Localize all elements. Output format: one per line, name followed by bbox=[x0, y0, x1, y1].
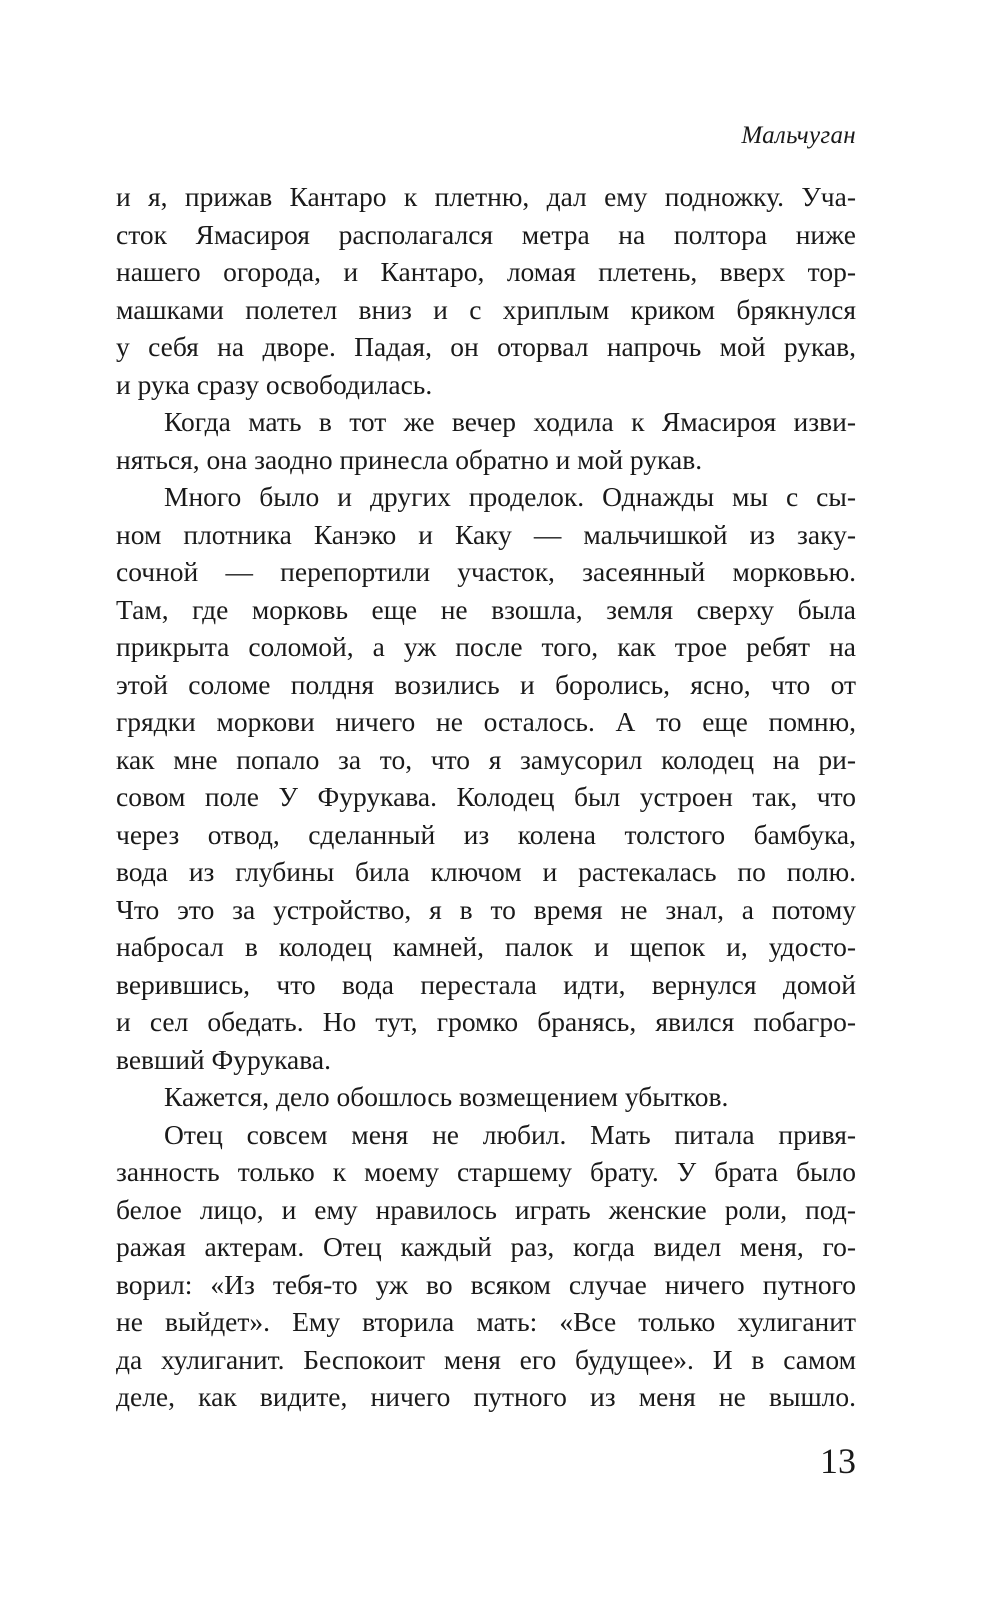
text-line: Отец совсем меня не любил. Мать питала привя- bbox=[164, 1118, 856, 1150]
text-line: Много было и других проделок. Однажды мы с сы- bbox=[164, 481, 856, 512]
text-line: совом поле У Фурукава. Колодец был устроен так, что bbox=[116, 781, 856, 812]
text-line: верившись, что вода перестала идти, вернулся домой bbox=[116, 968, 856, 1000]
text-line: у себя на дворе. Падая, он оторвал напрочь мой рукав, bbox=[116, 331, 856, 362]
text-line: нашего огорода, и Кантаро, ломая плетень, вверх тор- bbox=[116, 256, 856, 287]
text-line: Что это за устройство, я в то время не знал, а потому bbox=[116, 893, 856, 925]
text-line: не выйдет». Ему вторила мать: «Все только хулиганит bbox=[116, 1306, 856, 1337]
text-line: вода из глубины била ключом и растекалась по полю. bbox=[116, 856, 856, 887]
text-line: да хулиганит. Беспокоит меня его будущее». И в самом bbox=[116, 1343, 856, 1375]
text-line: и сел обедать. Но тут, громко бранясь, явился побагро- bbox=[116, 1006, 856, 1037]
text-line: занность только к моему старшему брату. У брата было bbox=[116, 1156, 856, 1187]
body-text bbox=[116, 178, 856, 1416]
text-line: как мне попало за то, что я замусорил колодец на ри- bbox=[116, 743, 856, 775]
text-line: Кажется, дело обошлось возмещением убытков. bbox=[164, 1081, 729, 1112]
text-line: и я, прижав Кантаро к плетню, дал ему подножку. Уча- bbox=[116, 181, 856, 212]
text-line: вевший Фурукава. bbox=[116, 1043, 331, 1075]
text-line: машками полетел вниз и с хриплым криком брякнулся bbox=[116, 293, 856, 325]
running-head: Мальчуган bbox=[741, 122, 856, 149]
page-number: 13 bbox=[820, 1441, 856, 1481]
text-line: через отвод, сделанный из колена толстого бамбука, bbox=[116, 818, 856, 850]
text-line: сочной — перепортили участок, засеянный морковью. bbox=[116, 556, 856, 587]
text-line: набросал в колодец камней, палок и щепок и, удосто- bbox=[116, 931, 856, 962]
text-line: этой соломе полдня возились и боролись, ясно, что от bbox=[116, 668, 856, 700]
text-line: няться, она заодно принесла обратно и мой рукав. bbox=[116, 443, 703, 475]
text-line: прикрыта соломой, а уж после того, как трое ребят на bbox=[116, 631, 856, 662]
text-line: ражая актерам. Отец каждый раз, когда видел меня, го- bbox=[116, 1231, 856, 1262]
text-line: Когда мать в тот же вечер ходила к Ямасироя изви- bbox=[164, 406, 856, 437]
text-line: ворил: «Из тебя-то уж во всяком случае ничего путного bbox=[116, 1268, 856, 1300]
text-line: белое лицо, и ему нравилось играть женские роли, под- bbox=[116, 1193, 856, 1225]
text-line: сток Ямасироя располагался метра на полтора ниже bbox=[116, 218, 856, 250]
text-line: ном плотника Канэко и Каку — мальчишкой из заку- bbox=[116, 518, 856, 550]
text-line: деле, как видите, ничего путного из меня не вышло. bbox=[116, 1381, 856, 1412]
text-line: грядки моркови ничего не осталось. А то еще помню, bbox=[116, 706, 856, 737]
text-line: Там, где морковь еще не взошла, земля сверху была bbox=[116, 593, 856, 625]
text-line: и рука сразу освободилась. bbox=[116, 368, 433, 400]
